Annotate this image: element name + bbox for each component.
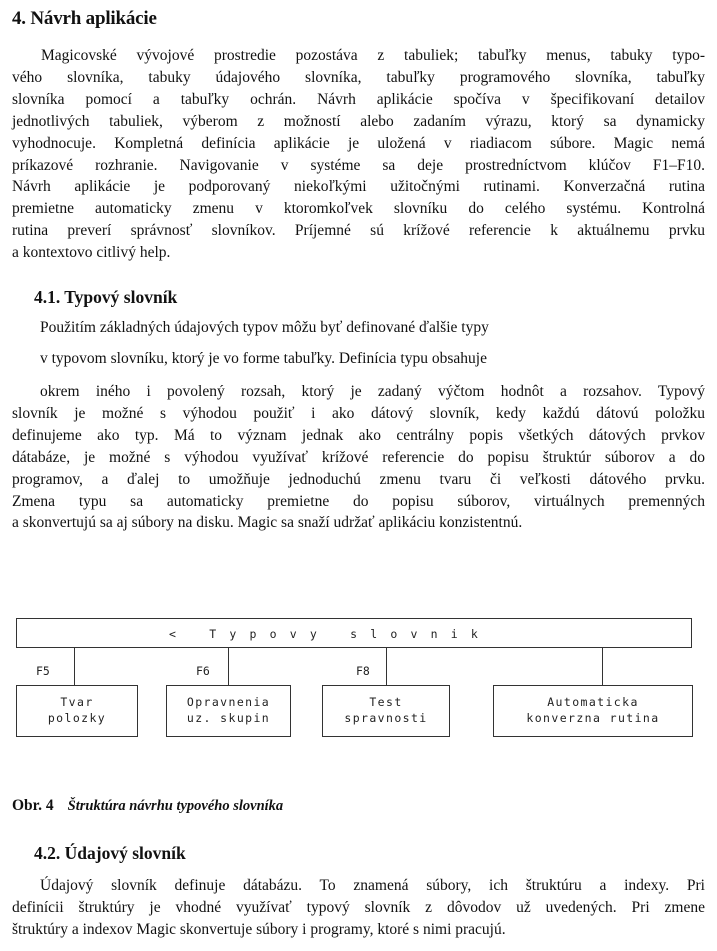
text-line: a kontextovo citlivý help.	[12, 244, 171, 262]
figure-title: Štruktúra návrhu typového slovníka	[67, 798, 284, 814]
text-line: a skonvertujú sa aj súbory na disku. Magic sa snaží udržať aplikáciu konzistentnú.	[12, 514, 523, 532]
box-line: Test	[369, 695, 403, 709]
text-line: štruktúry a indexov Magic skonvertuje súbory i programy, ktoré s nimi pracujú.	[12, 920, 506, 938]
text-line: programov, a ďalej to umožňuje jednoduchú zmenu tvaru či veľkosti dátového prvku.	[12, 470, 705, 488]
box-line: Automaticka	[547, 695, 639, 709]
text-line: príkazové rozhranie. Navigovanie v systéme sa deje prostredníctvom klúčov F1–F10.	[12, 156, 705, 174]
text-line: okrem iného i povolený rozsah, ktorý je zadaný výčtom hodnôt a rozsahov. Typový	[40, 383, 705, 400]
box-line: konverzna rutina	[526, 711, 660, 725]
box-automaticka-konverzia	[493, 685, 693, 737]
connector-line	[602, 648, 603, 685]
section-4-2-heading: 4.2. Údajový slovník	[34, 843, 186, 863]
section-4-heading: 4. Návrh aplikácie	[12, 8, 157, 29]
text-line: jednotlivých tabuliek, výberom z možností alebo zadaním výrazu, ktorý sa dynamicky	[12, 112, 705, 130]
text-line: rutina preverí správnosť slovníkov. Príjemné sú krížové referencie k aktuálnemu prvku	[12, 222, 705, 240]
connector-line	[228, 648, 229, 685]
text-line: slovníka pomocí a tabuľky ochrán. Návrh aplikácie spočíva v špecifikovaní detailov	[12, 90, 705, 108]
diagram-top-box	[16, 618, 692, 648]
diagram-top-label: < Typovy slovnik	[169, 627, 491, 641]
box-opravnenia	[166, 685, 291, 737]
figure-number: Obr. 4	[12, 797, 54, 814]
text-line: definujeme ako typ. Má to význam jednak ako centrálny popis všetkých dátových prvkov	[12, 426, 705, 444]
text-line: v typovom slovníku, ktorý je vo forme tabuľky. Definícia typu obsahuje	[40, 350, 487, 367]
text-line: Údajový slovník definuje dátabázu. To znamená súbory, ich štruktúru a indexy. Pri	[40, 877, 705, 894]
section-4-2-paragraph	[12, 875, 705, 941]
figure-caption	[12, 797, 283, 815]
box-tvar-polozky	[16, 685, 138, 737]
box-line: uz. skupin	[186, 711, 271, 725]
text-line: Návrh aplikácie je podporovaný niekoľkými užitočnými rutinami. Konverzačná rutina	[12, 178, 705, 196]
text-line: vyhodnocuje. Kompletná definícia aplikácie je uložená v riadiacom súbore. Magic nemá	[12, 134, 705, 152]
key-label-f8: F8	[356, 664, 370, 678]
text-line: premietne automaticky zmenu v ktoromkoľvek slovníku do celého systému. Kontrolná	[12, 200, 705, 218]
box-line: spravnosti	[344, 711, 428, 725]
section-4-paragraph	[12, 45, 705, 264]
section-4-1-paragraph	[12, 381, 705, 534]
key-label-f6: F6	[196, 664, 210, 678]
connector-line	[386, 648, 387, 685]
box-line: Tvar	[60, 695, 94, 709]
text-line: slovník je možné s výhodou použiť i ako dátový slovník, kedy každú dátovú položku	[12, 404, 705, 422]
connector-line	[74, 648, 75, 685]
box-line: Opravnenia	[186, 695, 271, 709]
box-test-spravnosti	[322, 685, 450, 737]
text-line: definícii štruktúry je vhodné využívať typový slovník z dôvodov už uvedených. Pri zmene	[12, 898, 705, 916]
text-line: vého slovníka, tabuky údajového slovníka, tabuľky programového slovníka, tabuľky	[12, 68, 705, 86]
type-dictionary-diagram	[0, 600, 717, 770]
box-line: polozky	[47, 711, 107, 725]
text-line: dátabáze, je možné s výhodou využívať krížové referencie do popisu štruktúr súborov a do	[12, 448, 705, 466]
section-4-1-heading: 4.1. Typový slovník	[34, 287, 178, 307]
text-line: Zmena typu sa automaticky premietne do popisu súborov, virtuálnych premenných	[12, 492, 705, 510]
key-label-f5: F5	[36, 664, 50, 678]
text-line: Magicovské vývojové prostredie pozostáva z tabuliek; tabuľky menus, tabuky typo-	[41, 47, 705, 64]
text-line: Použitím základných údajových typov môžu byť definované ďalšie typy	[40, 319, 489, 336]
